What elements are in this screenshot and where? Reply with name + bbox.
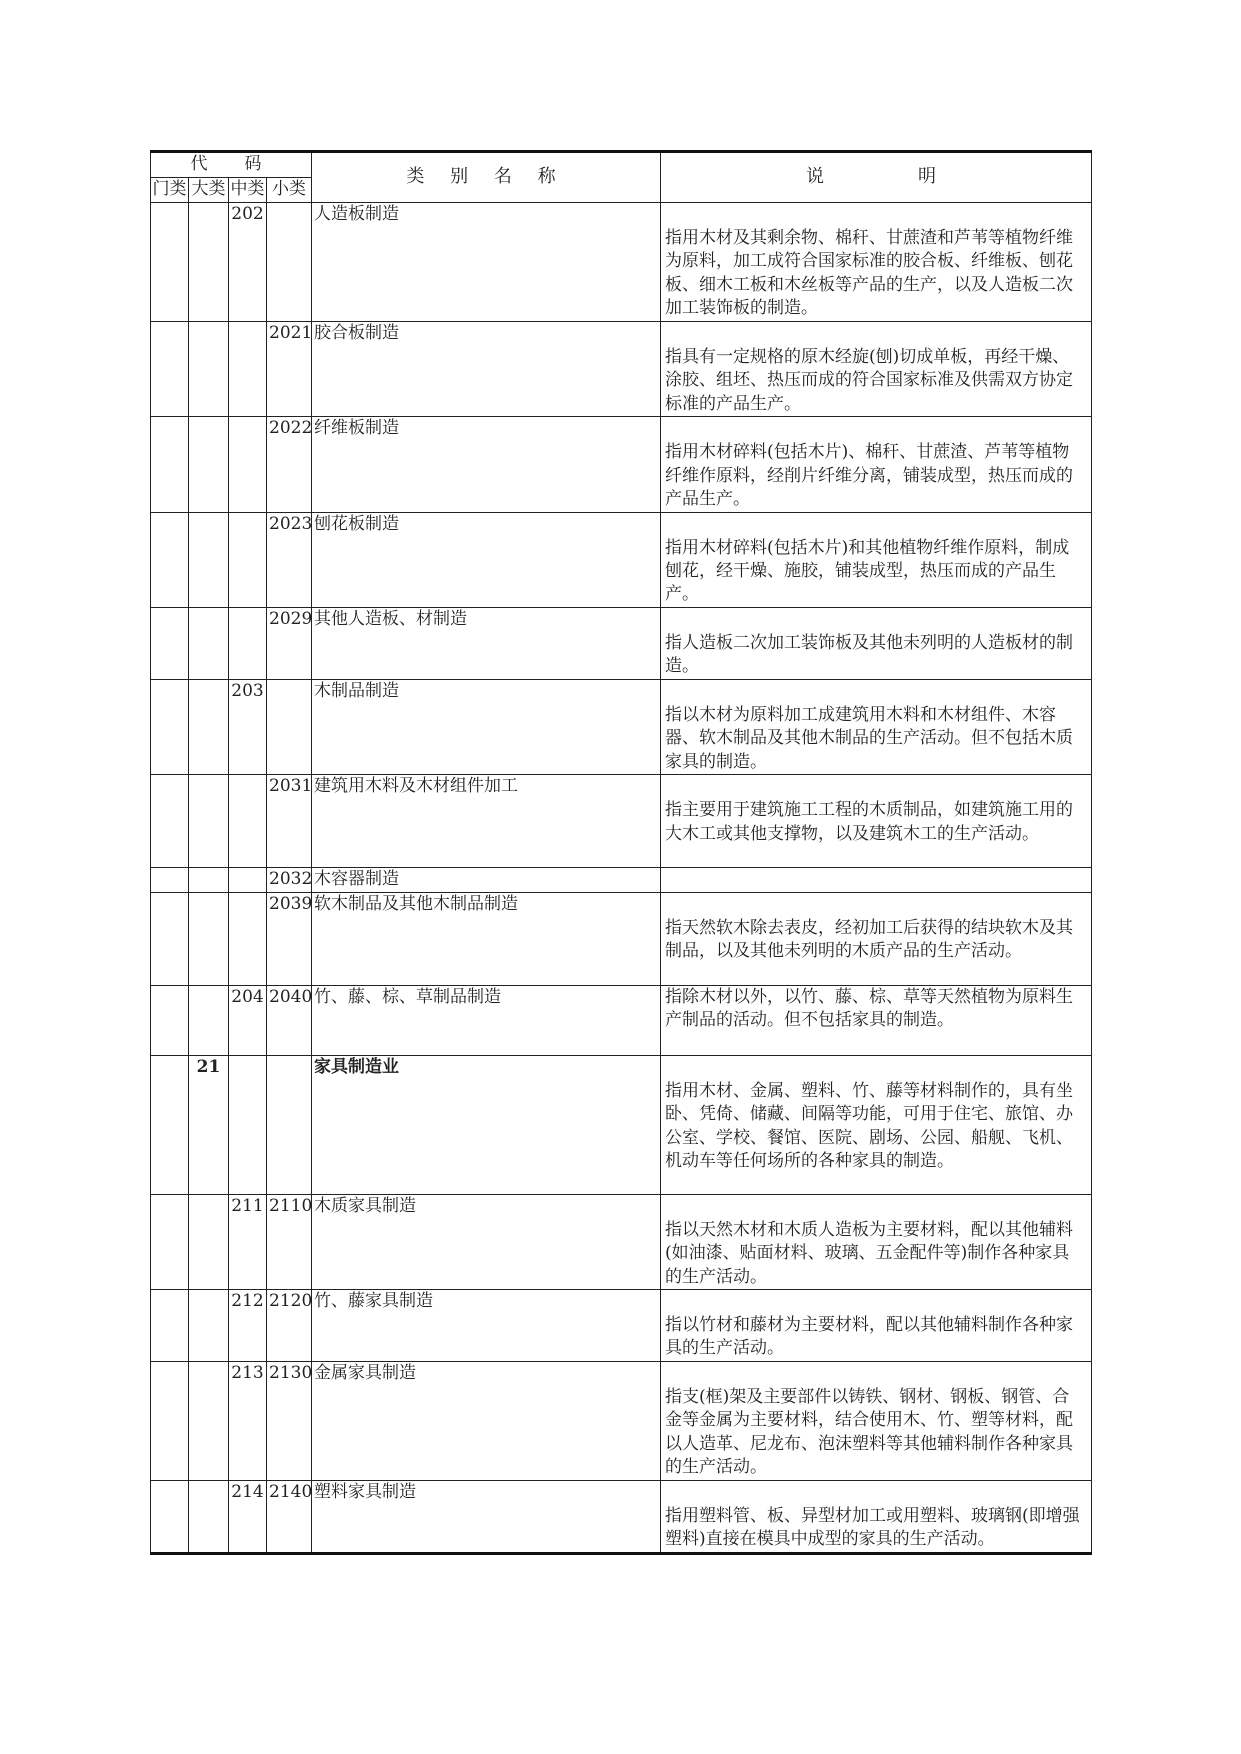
xiao-class-cell: 2140 — [267, 1480, 312, 1553]
description-cell: 指主要用于建筑施工工程的木质制品，如建筑施工用的大木工或其他支撑物，以及建筑木工的生产活动。 — [661, 775, 1092, 868]
xiao-class-cell: 2040 — [267, 985, 312, 1055]
description-cell: 指用木材碎料(包括木片)和其他植物纤维作原料，制成刨花，经干燥、施胶，铺装成型，热压而成的产品生产。 — [661, 512, 1092, 607]
table-row — [151, 1480, 1092, 1553]
da-class-cell — [189, 985, 229, 1055]
table-row — [151, 512, 1092, 607]
da-class-cell — [189, 321, 229, 416]
header-row-top — [151, 152, 1092, 178]
xiao-class-cell: 2130 — [267, 1361, 312, 1480]
table-row — [151, 607, 1092, 679]
xiao-class-cell: 2021 — [267, 321, 312, 416]
zhong-class-cell — [229, 892, 267, 985]
description-cell: 指以木材为原料加工成建筑用木料和木材组件、木容器、软木制品及其他木制品的生产活动。但不包括木质家具的制造。 — [661, 679, 1092, 774]
xiao-class-cell: 2032 — [267, 868, 312, 892]
xiao-class-header: 小类 — [267, 178, 312, 203]
category-name-cell: 软木制品及其他木制品制造 — [312, 892, 661, 985]
da-class-cell — [189, 203, 229, 322]
description-cell: 指以竹材和藤材为主要材料，配以其他辅料制作各种家具的生产活动。 — [661, 1289, 1092, 1361]
da-class-cell — [189, 417, 229, 512]
da-class-cell — [189, 1361, 229, 1480]
category-name-cell: 纤维板制造 — [312, 417, 661, 512]
description-cell: 指支(框)架及主要部件以铸铁、钢材、钢板、钢管、合金等金属为主要材料，结合使用木、竹、塑等材料，配以人造革、尼龙布、泡沫塑料等其他辅料制作各种家具的生产活动。 — [661, 1361, 1092, 1480]
table-row — [151, 203, 1092, 322]
da-class-cell — [189, 868, 229, 892]
men-class-header: 门类 — [151, 178, 189, 203]
category-name-cell: 木容器制造 — [312, 868, 661, 892]
description-column-header: 说 明 — [661, 152, 1092, 203]
men-class-cell — [151, 607, 189, 679]
description-cell: 指用木材及其剩余物、棉秆、甘蔗渣和芦苇等植物纤维为原料，加工成符合国家标准的胶合板、纤维板、刨花板、细木工板和木丝板等产品的生产，以及人造板二次加工装饰板的制造。 — [661, 203, 1092, 322]
da-class-header: 大类 — [189, 178, 229, 203]
table-row — [151, 679, 1092, 774]
category-name-cell: 胶合板制造 — [312, 321, 661, 416]
table-row — [151, 1194, 1092, 1289]
xiao-class-cell: 2029 — [267, 607, 312, 679]
category-name-cell: 建筑用木料及木材组件加工 — [312, 775, 661, 868]
category-name-cell: 木制品制造 — [312, 679, 661, 774]
description-cell: 指用木材碎料(包括木片)、棉秆、甘蔗渣、芦苇等植物纤维作原料，经削片纤维分离，铺装成型，热压而成的产品生产。 — [661, 417, 1092, 512]
da-class-cell — [189, 512, 229, 607]
da-class-cell — [189, 679, 229, 774]
da-class-cell — [189, 775, 229, 868]
xiao-class-cell — [267, 203, 312, 322]
da-class-cell — [189, 1289, 229, 1361]
men-class-cell — [151, 775, 189, 868]
zhong-class-cell — [229, 321, 267, 416]
description-cell — [661, 868, 1092, 892]
da-class-cell: 21 — [189, 1055, 229, 1194]
men-class-cell — [151, 321, 189, 416]
zhong-class-cell — [229, 868, 267, 892]
zhong-class-header: 中类 — [229, 178, 267, 203]
men-class-cell — [151, 203, 189, 322]
category-name-cell: 刨花板制造 — [312, 512, 661, 607]
table-row — [151, 1289, 1092, 1361]
table-row — [151, 1055, 1092, 1194]
classification-table — [150, 150, 1092, 1555]
zhong-class-cell: 203 — [229, 679, 267, 774]
description-cell: 指天然软木除去表皮，经初加工后获得的结块软木及其制品，以及其他未列明的木质产品的生产活动。 — [661, 892, 1092, 985]
category-name-cell: 木质家具制造 — [312, 1194, 661, 1289]
zhong-class-cell: 211 — [229, 1194, 267, 1289]
xiao-class-cell: 2023 — [267, 512, 312, 607]
zhong-class-cell: 212 — [229, 1289, 267, 1361]
category-name-cell: 金属家具制造 — [312, 1361, 661, 1480]
category-name-cell: 家具制造业 — [312, 1055, 661, 1194]
men-class-cell — [151, 679, 189, 774]
da-class-cell — [189, 1194, 229, 1289]
description-cell: 指具有一定规格的原木经旋(刨)切成单板，再经干燥、涂胶、组坯、热压而成的符合国家标准及供需双方协定标准的产品生产。 — [661, 321, 1092, 416]
xiao-class-cell — [267, 679, 312, 774]
xiao-class-cell: 2022 — [267, 417, 312, 512]
table-row — [151, 417, 1092, 512]
description-cell: 指以天然木材和木质人造板为主要材料，配以其他辅料(如油漆、贴面材料、玻璃、五金配件等)制作各种家具的生产活动。 — [661, 1194, 1092, 1289]
xiao-class-cell — [267, 1055, 312, 1194]
men-class-cell — [151, 892, 189, 985]
men-class-cell — [151, 512, 189, 607]
category-name-cell: 竹、藤家具制造 — [312, 1289, 661, 1361]
zhong-class-cell — [229, 607, 267, 679]
men-class-cell — [151, 417, 189, 512]
zhong-class-cell — [229, 1055, 267, 1194]
category-name-cell: 其他人造板、材制造 — [312, 607, 661, 679]
zhong-class-cell — [229, 512, 267, 607]
xiao-class-cell: 2039 — [267, 892, 312, 985]
table-row — [151, 321, 1092, 416]
zhong-class-cell — [229, 775, 267, 868]
category-name-cell: 塑料家具制造 — [312, 1480, 661, 1553]
men-class-cell — [151, 1289, 189, 1361]
table-row — [151, 985, 1092, 1055]
table-row — [151, 868, 1092, 892]
category-name-cell: 竹、藤、棕、草制品制造 — [312, 985, 661, 1055]
zhong-class-cell — [229, 417, 267, 512]
men-class-cell — [151, 1055, 189, 1194]
description-cell: 指除木材以外，以竹、藤、棕、草等天然植物为原料生产制品的活动。但不包括家具的制造。 — [661, 985, 1092, 1055]
table-row — [151, 892, 1092, 985]
men-class-cell — [151, 985, 189, 1055]
xiao-class-cell: 2110 — [267, 1194, 312, 1289]
da-class-cell — [189, 1480, 229, 1553]
men-class-cell — [151, 1480, 189, 1553]
men-class-cell — [151, 1194, 189, 1289]
zhong-class-cell: 202 — [229, 203, 267, 322]
description-cell: 指用木材、金属、塑料、竹、藤等材料制作的，具有坐卧、凭倚、储藏、间隔等功能，可用于住宅、旅馆、办公室、学校、餐馆、医院、剧场、公园、船舰、飞机、机动车等任何场所的各种家具的制造。 — [661, 1055, 1092, 1194]
zhong-class-cell: 214 — [229, 1480, 267, 1553]
description-cell: 指人造板二次加工装饰板及其他未列明的人造板材的制造。 — [661, 607, 1092, 679]
code-group-header: 代 码 — [151, 152, 312, 178]
da-class-cell — [189, 607, 229, 679]
xiao-class-cell: 2120 — [267, 1289, 312, 1361]
da-class-cell — [189, 892, 229, 985]
men-class-cell — [151, 1361, 189, 1480]
category-name-cell: 人造板制造 — [312, 203, 661, 322]
table-row — [151, 775, 1092, 868]
description-cell: 指用塑料管、板、异型材加工或用塑料、玻璃钢(即增强塑料)直接在模具中成型的家具的生产活动。 — [661, 1480, 1092, 1553]
table-row — [151, 1361, 1092, 1480]
name-column-header: 类 别 名 称 — [312, 152, 661, 203]
zhong-class-cell: 204 — [229, 985, 267, 1055]
xiao-class-cell: 2031 — [267, 775, 312, 868]
zhong-class-cell: 213 — [229, 1361, 267, 1480]
men-class-cell — [151, 868, 189, 892]
